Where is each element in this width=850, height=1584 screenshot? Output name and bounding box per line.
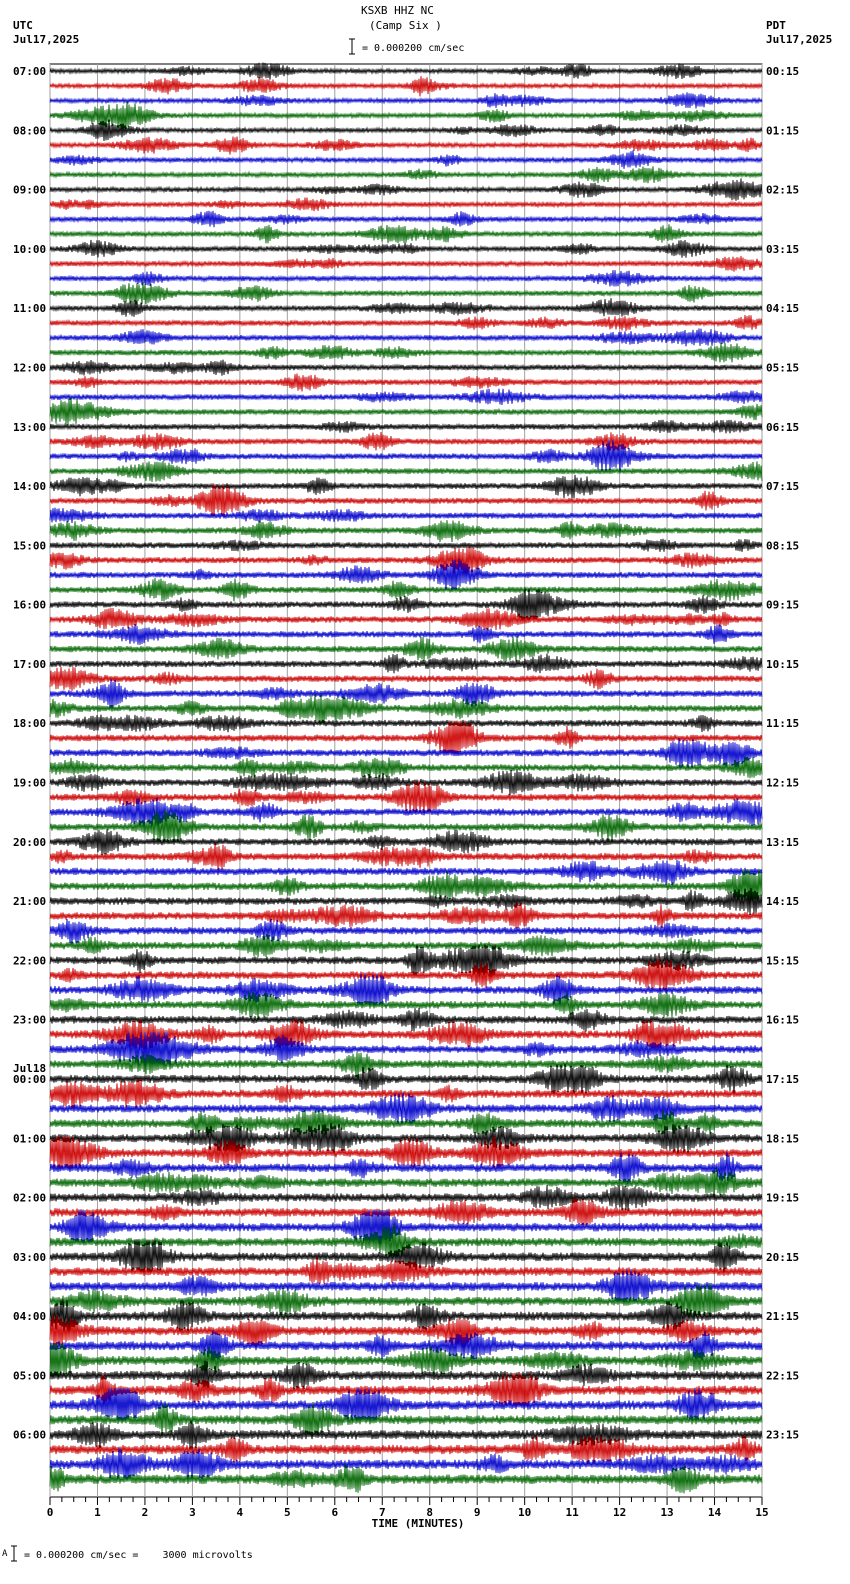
right-hour-label: 19:15 [766, 1191, 800, 1205]
left-hour-label: 12:00 [13, 361, 47, 375]
seismic-trace [50, 256, 762, 272]
x-tick-label: 3 [189, 1506, 196, 1519]
left-hour-label: 18:00 [13, 717, 47, 731]
right-hour-label: 08:15 [766, 539, 800, 553]
seismic-trace [50, 398, 762, 426]
seismic-trace [50, 654, 762, 674]
left-hour-label: 14:00 [13, 480, 47, 494]
seismic-trace [50, 624, 762, 645]
right-hour-label: 14:15 [766, 895, 800, 909]
seismic-trace [50, 1123, 762, 1154]
left-hour-label: 15:00 [13, 539, 47, 553]
right-hour-label: 20:15 [766, 1250, 800, 1264]
right-date: Jul17,2025 [766, 33, 833, 46]
seismic-trace [50, 137, 762, 155]
seismic-trace [50, 679, 762, 709]
seismic-trace [50, 547, 762, 575]
left-hour-label: 05:00 [13, 1369, 47, 1383]
seismic-trace [50, 315, 762, 331]
right-hour-label: 04:15 [766, 302, 800, 316]
left-hour-label: 13:00 [13, 420, 47, 434]
left-hour-label: 08:00 [13, 124, 47, 138]
x-tick-label: 10 [518, 1506, 532, 1519]
seismic-trace [50, 475, 762, 498]
seismic-trace [50, 120, 762, 142]
right-hour-label: 07:15 [766, 480, 800, 494]
x-tick-label: 11 [565, 1506, 579, 1519]
right-hour-label: 06:15 [766, 420, 800, 434]
right-hour-label: 22:15 [766, 1369, 800, 1383]
seismic-trace [50, 224, 762, 243]
seismic-trace [50, 1198, 762, 1225]
x-tick-label: 2 [141, 1506, 149, 1519]
seismic-trace [50, 1052, 762, 1078]
left-hour-label: 16:00 [13, 598, 47, 612]
seismic-trace [50, 715, 762, 733]
left-hour-label: 03:00 [13, 1250, 47, 1264]
seismic-trace [50, 211, 762, 227]
left-hour-label: 20:00 [13, 835, 47, 849]
seismic-trace [50, 166, 762, 183]
right-hour-label: 10:15 [766, 657, 800, 671]
left-date: Jul17,2025 [13, 33, 80, 46]
right-timezone: PDT [766, 19, 786, 32]
right-hour-label: 18:15 [766, 1132, 800, 1146]
x-tick-label: 5 [284, 1506, 291, 1519]
seismic-trace [50, 63, 762, 80]
left-date-label: Jul18 [13, 1061, 47, 1075]
left-hour-label: 17:00 [13, 657, 47, 671]
right-hour-label: 09:15 [766, 598, 800, 612]
right-hour-label: 15:15 [766, 954, 800, 968]
x-tick-label: 8 [426, 1506, 434, 1519]
seismic-trace [50, 102, 762, 130]
left-hour-label: 21:00 [13, 895, 47, 909]
x-tick-label: 15 [755, 1506, 769, 1519]
left-hour-label: 04:00 [13, 1310, 47, 1324]
x-tick-label: 7 [378, 1506, 386, 1519]
x-tick-label: 4 [236, 1506, 244, 1519]
right-hour-label: 17:15 [766, 1072, 800, 1086]
x-tick-label: 1 [94, 1506, 101, 1519]
seismic-trace [50, 539, 762, 552]
seismic-trace [50, 1465, 762, 1494]
seismic-trace [50, 508, 762, 523]
x-tick-label: 9 [473, 1506, 481, 1519]
right-hour-label: 11:15 [766, 717, 800, 731]
seismic-trace [50, 578, 762, 602]
seismic-trace [50, 903, 762, 929]
seismic-trace [50, 694, 762, 724]
seismic-trace [50, 738, 762, 768]
seismic-trace [50, 829, 762, 855]
seismic-trace [50, 919, 762, 944]
seismic-trace [50, 178, 762, 201]
right-hour-label: 01:15 [766, 124, 800, 138]
left-hour-label: 19:00 [13, 776, 47, 790]
seismic-trace [50, 432, 762, 451]
right-hour-label: 12:15 [766, 776, 800, 790]
seismic-trace [50, 637, 762, 662]
seismic-trace [50, 92, 762, 108]
x-tick-label: 6 [331, 1506, 339, 1519]
seismic-trace [50, 283, 762, 305]
right-hour-label: 03:15 [766, 242, 800, 256]
x-tick-label: 12 [612, 1506, 627, 1519]
left-hour-label: 01:00 [13, 1132, 47, 1146]
seismic-trace [50, 270, 762, 286]
left-hour-label: 11:00 [13, 302, 47, 316]
seismic-trace [50, 360, 762, 376]
right-hour-label: 02:15 [766, 183, 800, 197]
left-hour-label: 02:00 [13, 1191, 47, 1205]
footer-scale-bar-icon [9, 1545, 19, 1563]
seismic-trace [50, 389, 762, 405]
seismic-trace [50, 992, 762, 1020]
seismic-trace [50, 150, 762, 168]
seismic-trace [50, 770, 762, 796]
seismic-trace [50, 198, 762, 212]
seismic-trace [50, 757, 762, 779]
right-hour-label: 23:15 [766, 1428, 800, 1442]
seismic-trace [50, 667, 762, 691]
left-hour-label: 22:00 [13, 954, 47, 968]
left-timezone: UTC [13, 19, 33, 32]
left-hour-label: 10:00 [13, 242, 47, 256]
seismic-trace [50, 608, 762, 630]
left-hour-label: 06:00 [13, 1428, 47, 1442]
station-location: (Camp Six ) [369, 19, 442, 32]
seismic-trace [50, 461, 762, 482]
left-hour-label: 23:00 [13, 1013, 47, 1027]
x-tick-label: 13 [660, 1506, 674, 1519]
left-hour-label: 00:00 [13, 1072, 47, 1086]
scale-text: = 0.000200 cm/sec [362, 43, 465, 54]
seismic-trace [50, 76, 762, 96]
seismic-trace [50, 484, 762, 518]
x-tick-label: 0 [46, 1506, 54, 1519]
right-hour-label: 00:15 [766, 65, 800, 78]
seismic-trace [50, 328, 762, 346]
x-tick-label: 14 [707, 1506, 722, 1519]
left-hour-label: 09:00 [13, 183, 47, 197]
right-hour-label: 21:15 [766, 1310, 800, 1324]
right-hour-label: 05:15 [766, 361, 800, 375]
seismic-trace [50, 888, 762, 915]
footer-scale-note: = 0.000200 cm/sec = 3000 microvolts [24, 1550, 253, 1561]
seismic-trace [50, 1421, 762, 1449]
right-hour-label: 16:15 [766, 1013, 800, 1027]
seismic-trace [50, 298, 762, 317]
station-title: KSXB HHZ NC [361, 4, 434, 17]
x-axis-title: TIME (MINUTES) [371, 1517, 465, 1530]
left-hour-label: 07:00 [13, 65, 47, 78]
seismic-trace [50, 420, 762, 434]
seismic-trace [50, 520, 762, 542]
right-hour-label: 13:15 [766, 835, 800, 849]
seismic-trace [50, 343, 762, 363]
seismic-trace [50, 374, 762, 392]
scale-marker: A [2, 1549, 8, 1559]
